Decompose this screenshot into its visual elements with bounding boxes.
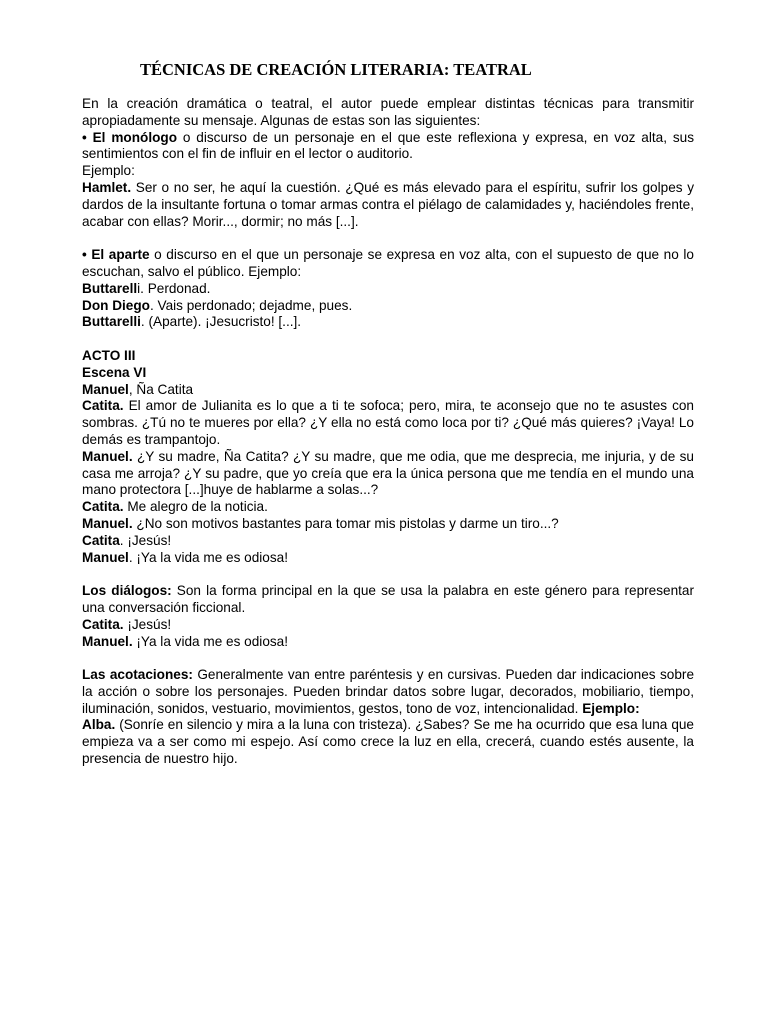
speaker-name: Catita. (82, 398, 124, 414)
speech-text: ¡Jesús! (123, 616, 172, 632)
monologo-paragraph (82, 130, 694, 164)
dialogue-line (82, 516, 694, 533)
escena-heading (82, 365, 694, 382)
speaker-name: Manuel. (82, 515, 133, 531)
speaker-name: Manuel. (82, 448, 133, 464)
speaker-name: Buttarell (82, 280, 138, 296)
spacer (82, 331, 694, 348)
personajes-line (82, 382, 694, 399)
personajes-rest: , Ña Catita (128, 381, 194, 397)
spacer (82, 650, 694, 667)
dialogos-label: Los diálogos: (82, 583, 172, 599)
speaker-name: Manuel (82, 381, 129, 397)
dialogue-line (82, 449, 694, 499)
speaker-name: Don Diego (82, 297, 150, 313)
speech-text: ¡Ya la vida me es odiosa! (132, 633, 289, 649)
acotaciones-ejemplo: Ejemplo: (582, 700, 640, 716)
document-body (82, 96, 694, 768)
acotaciones-text: Generalmente van entre paréntesis y en cursivas. Pueden dar indicaciones sobre la acción o sobre los personajes. Pueden brindar datos sobre lugar, decorados, mobiliario, tiempo, iluminación, sonidos, vestuario, movimientos, gestos, tono de voz, intencionalidad. (82, 667, 694, 716)
speaker-name: Catita. (82, 616, 124, 632)
monologo-text: o discurso de un personaje en el que este reflexiona y expresa, en voz alta, sus sentimientos con el fin de influir en el lector o auditorio. (82, 129, 694, 162)
speech-text: Ser o no ser, he aquí la cuestión. ¿Qué es más elevado para el espíritu, sufrir los golpes y dardos de la insultante fortuna o tomar armas contra el piélago de calamidades y, haciéndoles frente, acabar con ellas? Morir..., dormir; no más [...]. (82, 179, 694, 229)
dialogue-line (82, 634, 694, 651)
aparte-label: • El aparte (82, 247, 150, 263)
speech-text: i. Perdonad. (137, 280, 211, 296)
aparte-text: o discurso en el que un personaje se expresa en voz alta, con el supuesto de que no lo escuchan, salvo el público. Ejemplo: (82, 247, 694, 279)
speech-text: . (Aparte). ¡Jesucristo! [...]. (140, 314, 302, 330)
speaker-name: Alba. (82, 717, 116, 733)
dialogue-line (82, 617, 694, 634)
dialogue-line (82, 533, 694, 550)
spacer (82, 230, 694, 247)
dialogue-line (82, 298, 694, 315)
dialogue-line (82, 499, 694, 516)
monologo-ejemplo: Ejemplo: (82, 163, 135, 179)
alba-line (82, 717, 694, 767)
monologo-label: • El monólogo (82, 129, 178, 145)
speaker-name: Catita. (82, 499, 124, 515)
dialogue-line (82, 550, 694, 567)
speech-text: . Vais perdonado; dejadme, pues. (149, 297, 353, 313)
speaker-name: Manuel. (82, 633, 133, 649)
dialogos-paragraph (82, 583, 694, 617)
acto-label: ACTO III (82, 347, 136, 363)
speaker-name: Buttarelli (82, 314, 141, 330)
speech-text: (Sonríe en silencio y mira a la luna con tristeza). ¿Sabes? Se me ha ocurrido que esa luna que empieza va a ser como mi espejo. Así como crece la luz en ella, crecerá, cuando estés ausente, la presencia de nuestro hijo. (82, 717, 694, 767)
speech-text: . ¡Jesús! (119, 532, 172, 548)
spacer (82, 566, 694, 583)
aparte-paragraph (82, 247, 694, 281)
acto-heading (82, 348, 694, 365)
dialogos-text: Son la forma principal en la que se usa la palabra en este género para representar una conversación ficcional. (82, 583, 694, 615)
speaker-name: Hamlet. (82, 179, 132, 195)
speaker-name: Catita (82, 532, 120, 548)
dialogue-line (82, 398, 694, 448)
speech-text: . ¡Ya la vida me es odiosa! (128, 549, 289, 565)
acotaciones-label: Las acotaciones: (82, 667, 193, 683)
acotaciones-paragraph (82, 667, 694, 717)
speaker-name: Manuel (82, 549, 129, 565)
speech-text: ¿Y su madre, Ña Catita? ¿Y su madre, que me odia, que me desprecia, me injuria, y de su casa me arroja? ¿Y su padre, que yo creía que era la única persona que me tendía en el mundo una mano protectora [...]huye de hablarme a solas...? (82, 448, 694, 498)
speech-text: El amor de Julianita es lo que a ti te sofoca; pero, mira, te aconsejo que no te asustes con sombras. ¿Tú no te mueres por ella? ¿Y ella no está como loca por ti? ¿Qué más quieres? ¡Vaya! Lo demás es trampantojo. (82, 398, 694, 447)
speech-text: ¿No son motivos bastantes para tomar mis pistolas y darme un tiro...? (132, 515, 559, 531)
document-title: TÉCNICAS DE CREACIÓN LITERARIA: TEATRAL (140, 60, 532, 79)
hamlet-line (82, 180, 694, 230)
dialogue-line (82, 281, 694, 298)
intro-paragraph: En la creación dramática o teatral, el autor puede emplear distintas técnicas para transmitir apropiadamente su mensaje. Algunas de estas son las siguientes: (82, 96, 694, 128)
speech-text: Me alegro de la noticia. (123, 499, 268, 515)
escena-label: Escena VI (82, 364, 147, 380)
dialogue-line (82, 314, 694, 331)
